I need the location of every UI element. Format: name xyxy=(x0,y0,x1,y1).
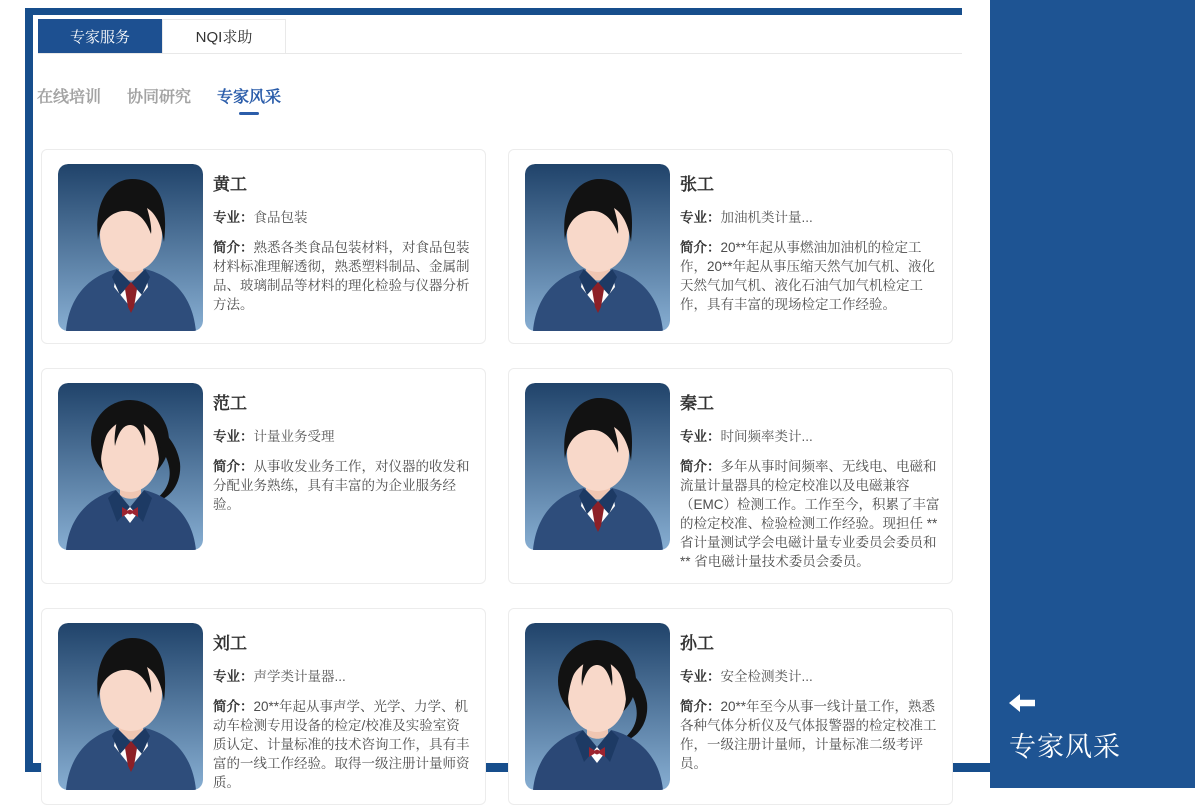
intro-label: 简介： xyxy=(213,240,254,255)
major-label: 专业： xyxy=(213,210,254,225)
expert-card[interactable] xyxy=(508,149,953,344)
expert-intro xyxy=(680,697,940,773)
expert-name: 秦工 xyxy=(680,394,714,413)
major-label: 专业： xyxy=(680,210,721,225)
expert-avatar-illustration xyxy=(525,623,670,790)
main-panel xyxy=(33,15,962,790)
expert-major xyxy=(213,425,473,445)
expert-card[interactable] xyxy=(41,608,486,805)
tab-bar xyxy=(38,19,962,54)
expert-info xyxy=(680,164,940,331)
expert-intro xyxy=(213,457,473,514)
expert-major xyxy=(213,665,473,685)
expert-name: 孙工 xyxy=(680,634,714,653)
tab-nqi-help[interactable]: NQI求助 xyxy=(162,19,286,53)
expert-card[interactable] xyxy=(508,608,953,805)
expert-avatar-illustration xyxy=(58,164,203,331)
major-value: 加油机类计量... xyxy=(720,210,813,225)
expert-major xyxy=(680,206,940,226)
sidebar-title: 专家风采 xyxy=(1009,732,1121,762)
major-label: 专业： xyxy=(213,429,254,444)
expert-card[interactable] xyxy=(508,368,953,584)
expert-card[interactable] xyxy=(41,368,486,584)
intro-label: 简介： xyxy=(213,699,254,714)
major-label: 专业： xyxy=(680,669,721,684)
back-arrow-icon xyxy=(1009,694,1035,712)
expert-major xyxy=(680,425,940,445)
expert-avatar-illustration xyxy=(525,164,670,331)
expert-avatar-illustration xyxy=(58,623,203,790)
major-value: 食品包装 xyxy=(253,210,308,225)
major-value: 声学类计量器... xyxy=(253,669,346,684)
expert-major xyxy=(213,206,473,226)
expert-info xyxy=(213,383,473,571)
expert-name: 张工 xyxy=(680,175,714,194)
major-value: 安全检测类计... xyxy=(720,669,813,684)
subtab-expert-showcase[interactable] xyxy=(217,84,281,115)
expert-intro xyxy=(213,238,473,314)
sub-nav xyxy=(37,84,962,115)
major-value: 计量业务受理 xyxy=(253,429,335,444)
tab-expert-service[interactable]: 专家服务 xyxy=(38,19,162,53)
expert-name: 刘工 xyxy=(213,634,247,653)
intro-value: 20**年起从事燃油加油机的检定工作，20**年起从事压缩天然气加气机、液化天然气加气机、液化石油气加气机检定工作，具有丰富的现场检定工作经验。 xyxy=(680,240,936,312)
expert-info xyxy=(213,623,473,792)
sidebar-back-nav[interactable] xyxy=(1009,694,1121,764)
expert-card[interactable] xyxy=(41,149,486,344)
intro-value: 从事收发业务工作，对仪器的收发和分配业务熟练，具有丰富的为企业服务经验。 xyxy=(213,459,470,512)
right-sidebar xyxy=(990,0,1195,788)
panel-top-border xyxy=(25,8,962,15)
expert-info xyxy=(680,383,940,571)
active-tab-underline xyxy=(239,112,259,115)
intro-value: 熟悉各类食品包装材料，对食品包装材料标准理解透彻，熟悉塑料制品、金属制品、玻璃制品等材料的理化检验与仪器分析方法。 xyxy=(213,240,470,312)
expert-intro xyxy=(680,457,940,571)
expert-info xyxy=(213,164,473,331)
intro-value: 20**年起从事声学、光学、力学、机动车检测专用设备的检定/校准及实验室资质认定、计量标准的技术咨询工作，具有丰富的一线工作经验。取得一级注册计量师资质。 xyxy=(213,699,470,790)
subtab-label: 专家风采 xyxy=(217,89,282,106)
subtab-online-training[interactable]: 在线培训 xyxy=(37,89,102,106)
major-label: 专业： xyxy=(213,669,254,684)
panel-left-border xyxy=(25,8,33,772)
intro-value: 多年从事时间频率、无线电、电磁和流量计量器具的检定校准以及电磁兼容（EMC）检测工作。工作至今，积累了丰富的检定校准、检验检测工作经验。现担任 ** 省计量测试学会电磁计量专业委员会委员和 ** 省电磁计量技术委员会委员。 xyxy=(680,459,940,569)
intro-value: 20**年至今从事一线计量工作，熟悉各种气体分析仪及气体报警器的检定校准工作，一级注册计量师，计量标准二级考评员。 xyxy=(680,699,937,771)
expert-avatar-illustration xyxy=(525,383,670,550)
expert-card-grid xyxy=(33,149,962,805)
major-value: 时间频率类计... xyxy=(720,429,813,444)
intro-label: 简介： xyxy=(213,459,254,474)
expert-avatar-illustration xyxy=(58,383,203,550)
expert-major xyxy=(680,665,940,685)
expert-info xyxy=(680,623,940,792)
expert-name: 范工 xyxy=(213,394,247,413)
intro-label: 简介： xyxy=(680,699,721,714)
subtab-collaborative-research[interactable]: 协同研究 xyxy=(127,89,192,106)
major-label: 专业： xyxy=(680,429,721,444)
expert-name: 黄工 xyxy=(213,175,247,194)
expert-intro xyxy=(213,697,473,792)
expert-intro xyxy=(680,238,940,314)
intro-label: 简介： xyxy=(680,459,721,474)
intro-label: 简介： xyxy=(680,240,721,255)
